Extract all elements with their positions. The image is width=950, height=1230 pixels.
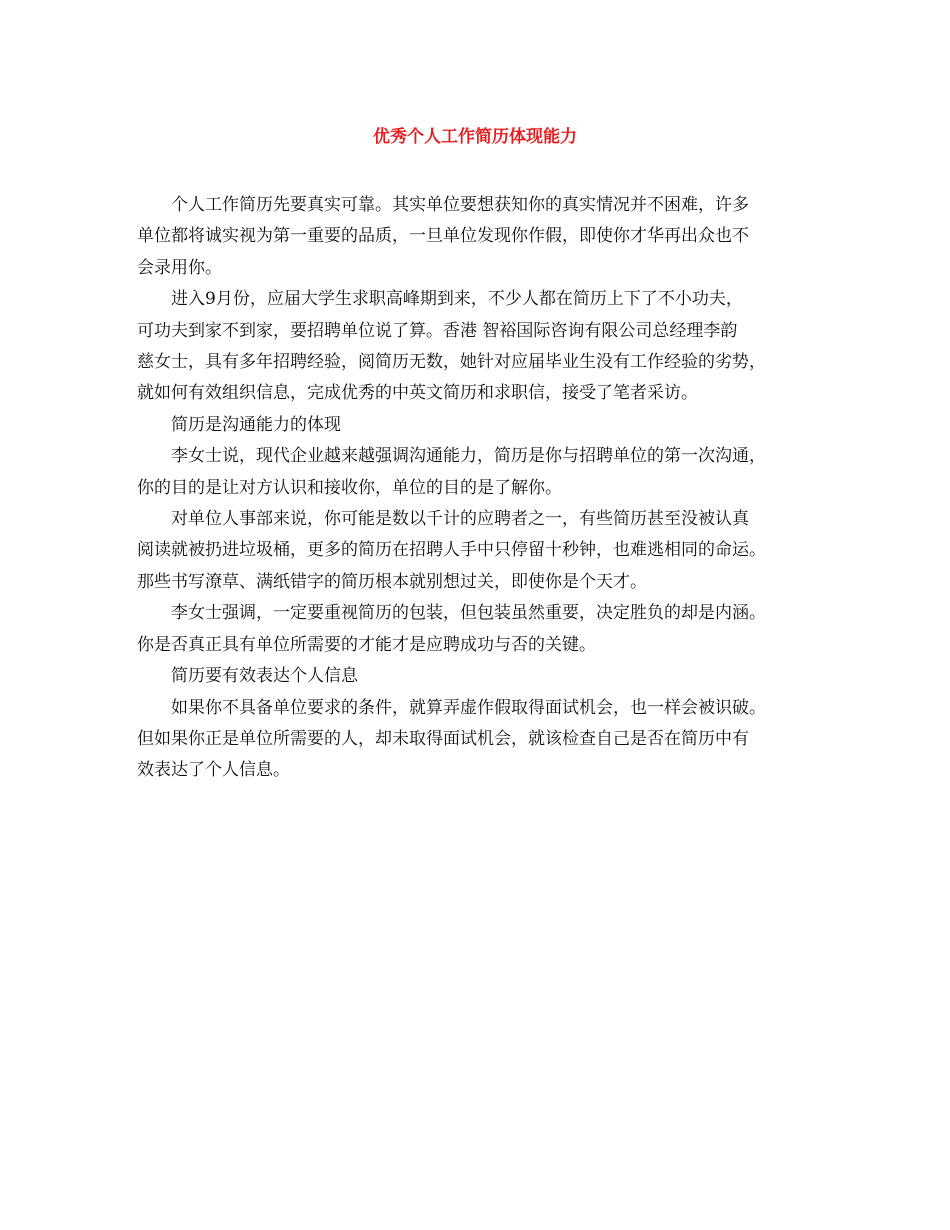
paragraph-line: 效表达了个人信息。 (137, 760, 290, 781)
paragraph-line: 单位都将诚实视为第一重要的品质，一旦单位发现你作假，即使你才华再出众也不 (137, 226, 749, 247)
paragraph-line: 慈女士，具有多年招聘经验，阅简历无数，她针对应届毕业生没有工作经验的劣势， (137, 352, 766, 373)
heading-text: 简历要有效表达个人信息 (171, 666, 358, 687)
paragraph-line: 就如何有效组织信息，完成优秀的中英文简历和求职信，接受了笔者采访。 (137, 383, 698, 404)
paragraph-line: 那些书写潦草、满纸错字的简历根本就别想过关，即使你是个天才。 (137, 571, 647, 592)
paragraph-3 (137, 441, 837, 504)
paragraph-2 (137, 284, 837, 410)
paragraph-line: 你的目的是让对方认识和接收你，单位的目的是了解你。 (137, 477, 562, 498)
paragraph-line: 个人工作简历先要真实可靠。其实单位要想获知你的真实情况并不困难，许多 (171, 195, 749, 215)
section-heading-information (137, 661, 837, 692)
section-heading-communication (137, 410, 837, 441)
paragraph-line: 李女士强调，一定要重视简历的包装，但包装虽然重要，决定胜负的却是内涵。 (171, 603, 766, 624)
paragraph-line: 会录用你。 (137, 257, 222, 278)
paragraph-6 (137, 693, 837, 787)
paragraph-line: 但如果你正是单位所需要的人，却未取得面试机会，就该检查自己是否在简历中有 (137, 728, 749, 749)
paragraph-1 (137, 190, 837, 284)
paragraph-line: 进入9月份，应届大学生求职高峰期到来，不少人都在简历上下了不小功夫， (171, 289, 743, 310)
paragraph-line: 你是否真正具有单位所需要的才能才是应聘成功与否的关键。 (137, 634, 596, 655)
paragraph-line: 阅读就被扔进垃圾桶，更多的简历在招聘人手中只停留十秒钟，也难逃相同的命运。 (137, 540, 766, 561)
page-title: 优秀个人工作简历体现能力 (373, 127, 577, 147)
document-body (137, 190, 837, 787)
paragraph-line: 可功夫到家不到家，要招聘单位说了算。香港 智裕国际咨询有限公司总经理李韵 (137, 320, 738, 341)
heading-text: 简历是沟通能力的体现 (171, 414, 341, 435)
paragraph-line: 李女士说，现代企业越来越强调沟通能力，简历是你与招聘单位的第一次沟通， (171, 446, 766, 467)
paragraph-line: 如果你不具备单位要求的条件，就算弄虚作假取得面试机会，也一样会被识破。 (171, 697, 766, 718)
paragraph-5 (137, 598, 837, 661)
paragraph-line: 对单位人事部来说，你可能是数以千计的应聘者之一，有些简历甚至没被认真 (171, 509, 749, 530)
paragraph-4 (137, 504, 837, 598)
